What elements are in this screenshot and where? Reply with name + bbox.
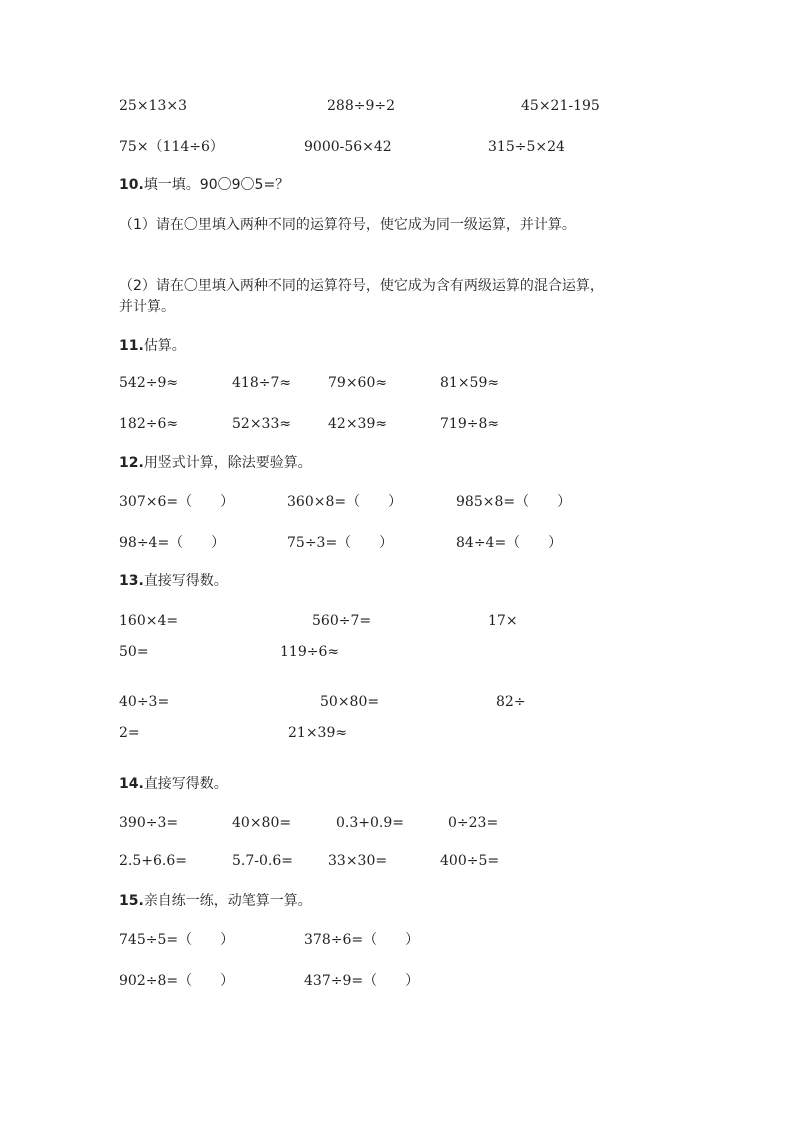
q13-number: 13. bbox=[119, 573, 144, 589]
q11-expr: 719÷8≈ bbox=[440, 416, 500, 432]
q14-expr: 2.5+6.6= bbox=[119, 853, 187, 869]
q13-expr: 2= bbox=[119, 725, 140, 741]
q14-expr: 33×30= bbox=[328, 853, 388, 869]
q15-title: 亲自练一练，动笔算一算。 bbox=[143, 893, 312, 909]
q9-expr: 288÷9÷2 bbox=[327, 98, 395, 114]
q12-expr: 98÷4=（ ） bbox=[119, 535, 226, 551]
q10-title: 填一填。90〇9〇5=？ bbox=[143, 177, 290, 193]
q9-expr: 45×21-195 bbox=[521, 98, 600, 114]
q9-expr: 25×13×3 bbox=[119, 98, 187, 114]
q12-title: 用竖式计算，除法要验算。 bbox=[143, 455, 312, 471]
q12-expr: 360×8=（ ） bbox=[287, 494, 403, 510]
q10-part2-line2: 并计算。 bbox=[119, 299, 175, 315]
q14-heading bbox=[119, 774, 228, 794]
q15-number: 15. bbox=[119, 893, 144, 909]
q11-expr: 182÷6≈ bbox=[119, 416, 179, 432]
q13-title: 直接写得数。 bbox=[143, 573, 228, 589]
q15-expr: 902÷8=（ ） bbox=[119, 973, 235, 989]
q11-heading bbox=[119, 336, 186, 356]
q10-part2-line1: （2）请在〇里填入两种不同的运算符号，使它成为含有两级运算的混合运算， bbox=[119, 278, 604, 294]
q14-number: 14. bbox=[119, 776, 144, 792]
q11-expr: 79×60≈ bbox=[328, 375, 388, 391]
q13-expr: 17× bbox=[488, 613, 518, 629]
q12-expr: 84÷4=（ ） bbox=[456, 535, 563, 551]
q13-expr: 160×4= bbox=[119, 613, 179, 629]
q12-expr: 307×6=（ ） bbox=[119, 494, 235, 510]
q11-title: 估算。 bbox=[143, 338, 186, 354]
q12-expr: 985×8=（ ） bbox=[456, 494, 572, 510]
q13-expr: 40÷3= bbox=[119, 694, 170, 710]
q11-expr: 42×39≈ bbox=[328, 416, 388, 432]
q15-expr: 378÷6=（ ） bbox=[304, 932, 420, 948]
q13-expr: 50×80= bbox=[320, 694, 380, 710]
q10-part1: （1）请在〇里填入两种不同的运算符号，使它成为同一级运算，并计算。 bbox=[119, 217, 576, 233]
q9-expr: 9000-56×42 bbox=[304, 139, 392, 155]
q14-expr: 390÷3= bbox=[119, 815, 179, 831]
q12-expr: 75÷3=（ ） bbox=[287, 535, 394, 551]
q12-heading bbox=[119, 453, 312, 473]
q11-expr: 542÷9≈ bbox=[119, 375, 179, 391]
q15-expr: 437÷9=（ ） bbox=[304, 973, 420, 989]
q14-expr: 0.3+0.9= bbox=[336, 815, 404, 831]
q14-title: 直接写得数。 bbox=[143, 776, 228, 792]
q12-number: 12. bbox=[119, 455, 144, 471]
q14-expr: 400÷5= bbox=[440, 853, 500, 869]
q13-expr: 21×39≈ bbox=[288, 725, 348, 741]
q13-heading bbox=[119, 571, 228, 591]
q13-expr: 50= bbox=[119, 644, 149, 660]
q10-number: 10. bbox=[119, 177, 144, 193]
q14-expr: 5.7-0.6= bbox=[232, 853, 293, 869]
q11-expr: 52×33≈ bbox=[232, 416, 292, 432]
q14-expr: 40×80= bbox=[232, 815, 292, 831]
q11-expr: 81×59≈ bbox=[440, 375, 500, 391]
q13-expr: 560÷7= bbox=[312, 613, 372, 629]
q11-expr: 418÷7≈ bbox=[232, 375, 292, 391]
q15-heading bbox=[119, 891, 312, 911]
q13-expr: 82÷ bbox=[496, 694, 526, 710]
q9-expr: 75×（114÷6） bbox=[119, 139, 224, 155]
q15-expr: 745÷5=（ ） bbox=[119, 932, 235, 948]
q9-expr: 315÷5×24 bbox=[488, 139, 565, 155]
q14-expr: 0÷23= bbox=[448, 815, 499, 831]
q13-expr: 119÷6≈ bbox=[280, 644, 340, 660]
q10-heading bbox=[119, 175, 289, 195]
q11-number: 11. bbox=[119, 338, 144, 354]
